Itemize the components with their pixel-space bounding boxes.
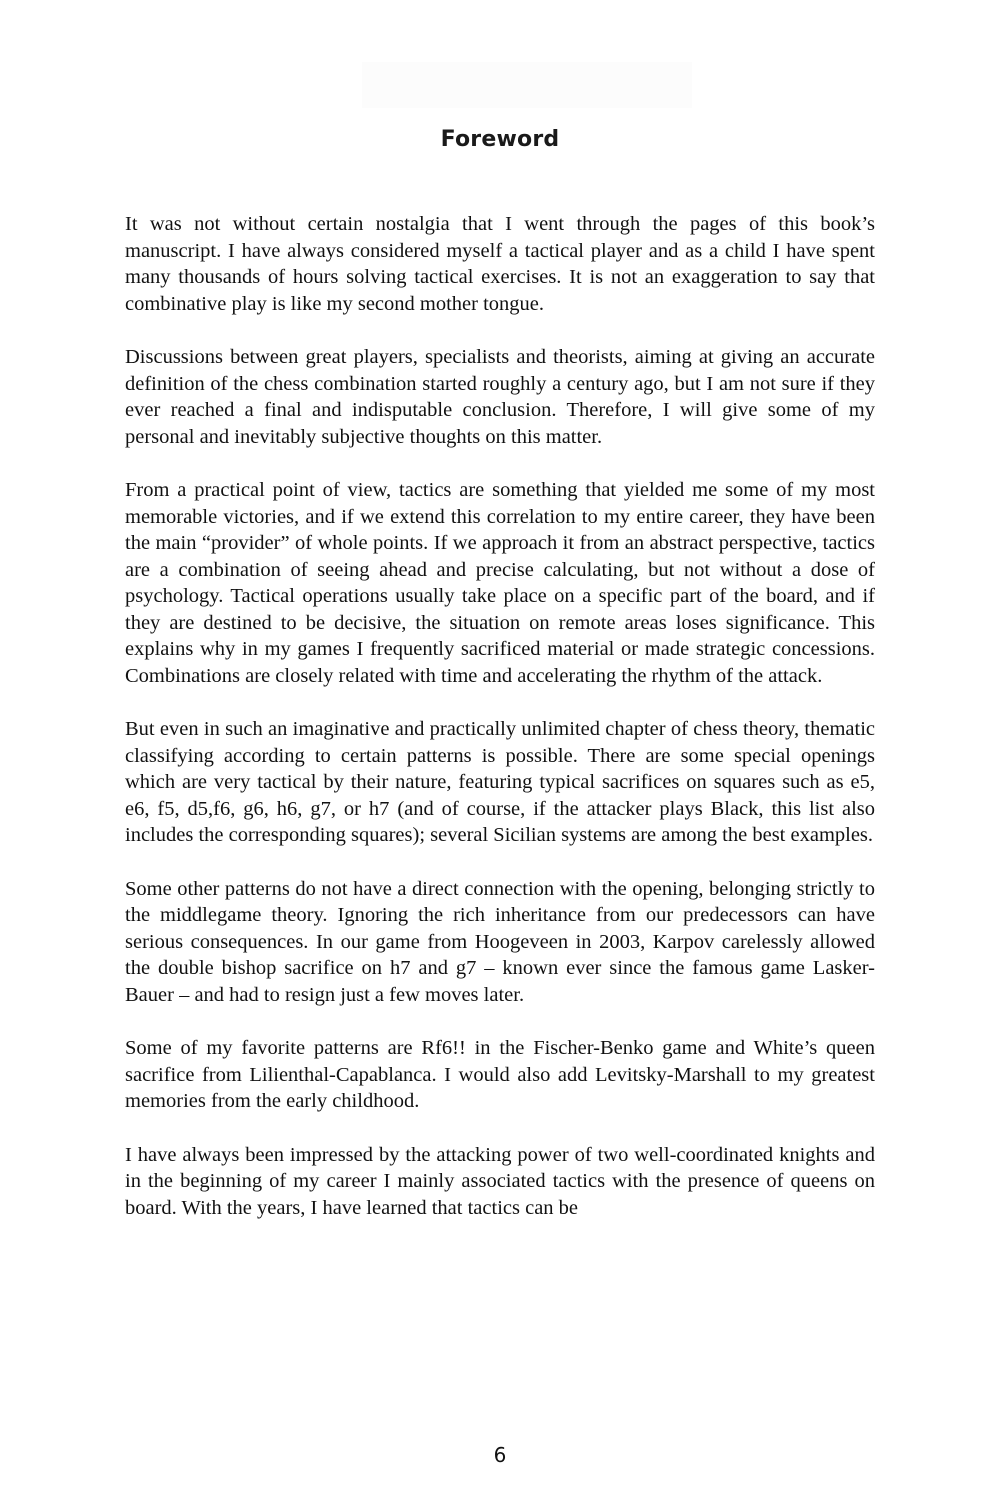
- paragraph-3: From a practical point of view, tactics are something that yielded me some of my most memorable victories, and if we extend this correlation to my entire career, they have been the main “provider” of whole points. If we approach it from an abstract perspective, tactics are a combination of seeing ahead and precise calculating, but not without a dose of psychology. Tactical operations usually take place on a specific part of the board, and if they are destined to be decisive, the situation on remote areas loses significance. This explains why in my games I frequently sacrificed material or made strategic concessions. Combinations are closely related with time and accelerating the rhythm of the attack.: [125, 479, 875, 687]
- header-band: [362, 62, 692, 108]
- paragraph-4: But even in such an imaginative and practically unlimited chapter of chess theory, thematic classifying according to certain patterns is possible. There are some special openings which are very tactical by their nature, featuring typical sacrifices on squares such as e5, e6, f5, d5,f6, g6, h6, g7, or h7 (and of course, if the attacker plays Black, this list also includes the corresponding squares); several Sicilian systems are among the best examples.: [125, 718, 875, 846]
- paragraph-6: Some of my favorite patterns are Rf6!! in the Fischer-Benko game and White’s queen sacrifice from Lilienthal-Capablanca. I would also add Levitsky-Marshall to my greatest memories from the early childhood.: [125, 1037, 875, 1112]
- page-title: Foreword: [440, 127, 560, 152]
- paragraph-2: Discussions between great players, specialists and theorists, aiming at giving an accurate definition of the chess combination started roughly a century ago, but I am not sure if they ever reached a final and indisputable conclusion. Therefore, I will give some of my personal and inevitably subjective thoughts on this matter.: [125, 346, 875, 448]
- foreword-body: [125, 211, 875, 1221]
- page-number: 6: [493, 1443, 507, 1467]
- paragraph-7: I have always been impressed by the attacking power of two well-coordinated knights and in the beginning of my career I mainly associated tactics with the presence of queens on board. With the years, I have learned that tactics can be: [125, 1143, 875, 1219]
- paragraph-5: Some other patterns do not have a direct connection with the opening, belonging strictly to the middlegame theory. Ignoring the rich inheritance from our predecessors can have serious consequences. In our game from Hoogeveen in 2003, Karpov carelessly allowed the double bishop sacrifice on h7 and g7 – known ever since the famous game Lasker-Bauer – and had to resign just a few moves later.: [125, 877, 875, 1006]
- paragraph-1: It was not without certain nostalgia that I went through the pages of this book’s manuscript. I have always considered myself a tactical player and as a child I have spent many thousands of hours solving tactical exercises. It is not an exaggeration to say that combinative play is like my second mother tongue.: [125, 213, 875, 315]
